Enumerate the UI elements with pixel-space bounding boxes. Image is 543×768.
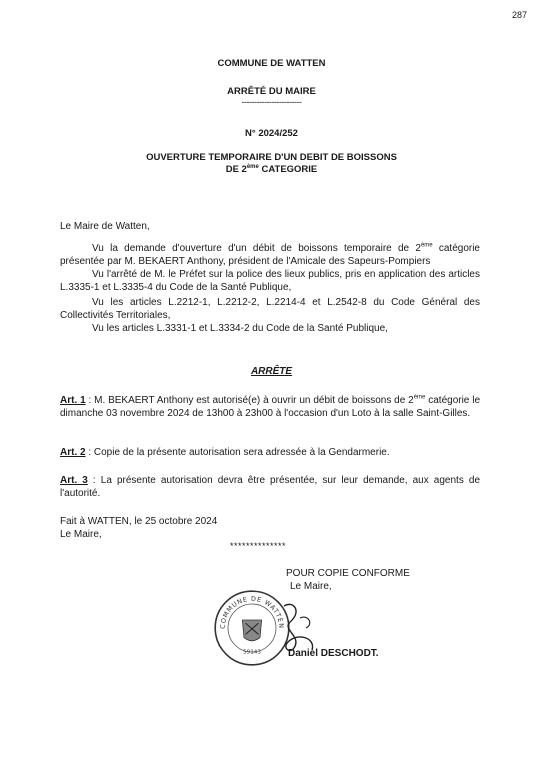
intro-line: Le Maire de Watten, (60, 221, 150, 232)
signature-role: Le Maire, (290, 581, 332, 592)
article-1-label: Art. 1 (60, 395, 86, 406)
closing-place-date: Fait à WATTEN, le 25 octobre 2024 (60, 516, 218, 527)
vu-paragraph-4: Vu les articles L.3331-1 et L.3334-2 du Code de la Santé Publique, (92, 323, 388, 334)
subject-line-1: OUVERTURE TEMPORAIRE D'UN DEBIT DE BOISSONS (146, 152, 397, 163)
copie-conforme: POUR COPIE CONFORME (286, 568, 410, 579)
article-2: Art. 2 : Copie de la présente autorisation sera adressée à la Gendarmerie. (60, 447, 390, 458)
commune-title: COMMUNE DE WATTEN (217, 58, 326, 69)
seal-shield-icon (242, 620, 261, 641)
article-3: Art. 3 : La présente autorisation devra être présentée, sur leur demande, aux agents de l'autorité. (60, 475, 481, 499)
vu-paragraph-2: Vu l'arrêté de M. le Préfet sur la police des lieux publics, pris en application des articles L.3335-1 et L.3335-4 du Code de la Santé Publique, (60, 269, 480, 293)
arrete-title: ARRÊTÉ DU MAIRE (227, 86, 316, 97)
seal-top-text: COMMUNE DE WATTEN (218, 594, 286, 630)
subject-line-2: DE 2ème CATEGORIE (225, 163, 318, 175)
closing-role: Le Maire, (60, 529, 102, 540)
arrete-heading: ARRÊTE (250, 366, 293, 377)
vu-paragraph-1: Vu la demande d'ouverture d'un débit de boissons temporaire de 2ème catégorie présentée par M. BEKAERT Anthony, président de l'Amicale des Sapeurs-Pompiers (60, 242, 480, 267)
article-3-label: Art. 3 (60, 475, 88, 486)
separator-stars: ************** (230, 541, 287, 551)
arrete-number: N° 2024/252 (245, 128, 298, 139)
seal-bottom-text: 59143 (243, 649, 261, 656)
vu-paragraph-3: Vu les articles L.2212-1, L.2212-2, L.2214-4 et L.2542-8 du Code Général des Collectivités Territoriales, (60, 297, 480, 321)
title-underline-dashes: ------------------------ (241, 97, 302, 107)
page-number: 287 (511, 10, 527, 20)
article-1: Art. 1 : M. BEKAERT Anthony est autorisé(e) à ouvrir un débit de boissons de 2ème catégorie le dimanche 03 novembre 2024 de 13h00 à 23h00 à l'occasion d'un Loto à la salle Saint-Gilles. (60, 394, 480, 419)
signatory-name: Daniel DESCHODT. (288, 648, 379, 659)
article-2-label: Art. 2 (60, 447, 86, 458)
